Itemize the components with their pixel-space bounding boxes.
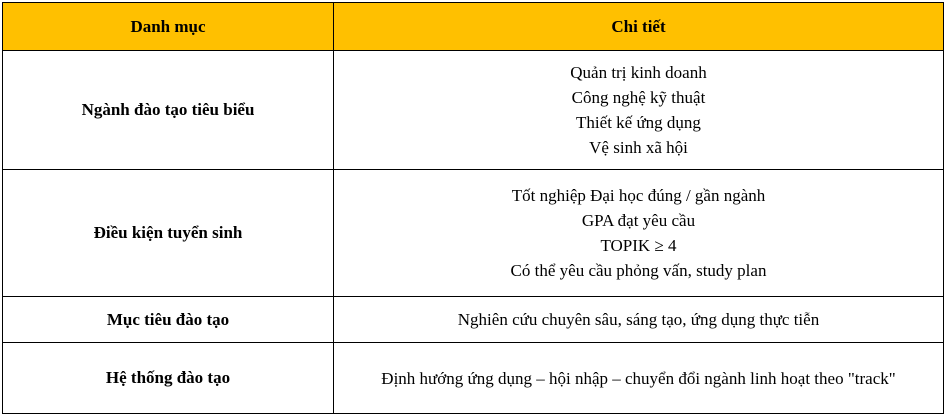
detail-line: Thiết kế ứng dụng [576, 113, 701, 132]
header-row [3, 3, 944, 51]
table-row [3, 297, 944, 343]
table-row [3, 170, 944, 297]
table-header [3, 3, 944, 51]
table-row [3, 343, 944, 414]
detail-line: TOPIK ≥ 4 [600, 236, 677, 255]
row-details [334, 343, 944, 414]
detail-line: GPA đạt yêu cầu [581, 211, 696, 230]
row-details [334, 297, 944, 343]
row-category: Hệ thống đào tạo [3, 343, 334, 414]
row-details [334, 51, 944, 170]
detail-line: Nghiên cứu chuyên sâu, sáng tạo, ứng dụng thực tiễn [457, 310, 820, 329]
row-category: Ngành đào tạo tiêu biểu [3, 51, 334, 170]
table-row [3, 51, 944, 170]
detail-line: Định hướng ứng dụng – hội nhập – chuyển đổi ngành linh hoạt theo "track" [381, 368, 896, 388]
header-details: Chi tiết [334, 3, 944, 51]
row-category: Mục tiêu đào tạo [3, 297, 334, 343]
detail-line: Có thể yêu cầu phỏng vấn, study plan [510, 261, 767, 280]
detail-line: Tốt nghiệp Đại học đúng / gần ngành [511, 186, 766, 205]
detail-line: Công nghệ kỹ thuật [571, 88, 706, 107]
header-category: Danh mục [3, 3, 334, 51]
detail-line: Vệ sinh xã hội [589, 138, 688, 157]
detail-line: Quản trị kinh doanh [570, 63, 707, 82]
info-table [2, 2, 944, 414]
row-category: Điều kiện tuyển sinh [3, 170, 334, 297]
row-details [334, 170, 944, 297]
